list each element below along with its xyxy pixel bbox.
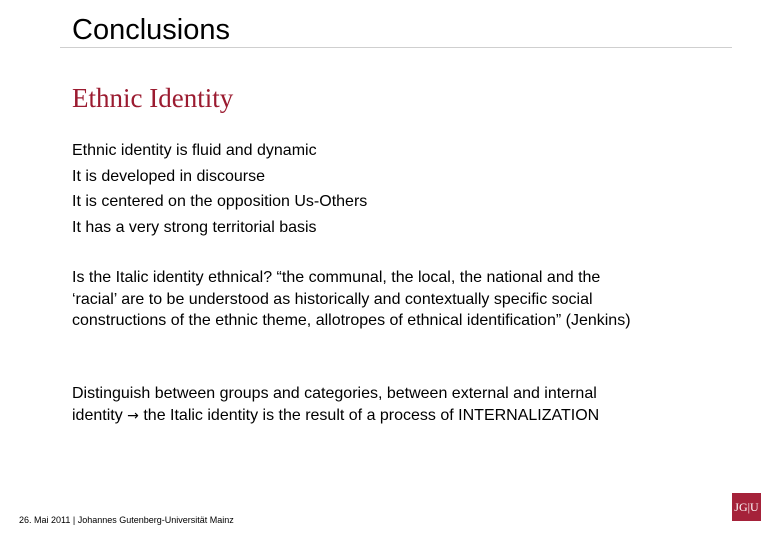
list-item: It is centered on the opposition Us-Others (72, 193, 368, 210)
paragraph-text: the Italic identity is the result of a process of INTERNALIZATION (143, 406, 600, 424)
paragraph-text: Distinguish between groups and categories, between external and internal identity (72, 385, 597, 424)
title-divider (60, 47, 732, 48)
arrow-right-icon: → (127, 407, 139, 424)
university-logo (732, 493, 761, 521)
logo-text: JG|U (734, 499, 759, 514)
list-item: It is developed in discourse (72, 167, 265, 185)
slide-subtitle: Ethnic Identity (72, 83, 234, 113)
jenkins-quote-paragraph: Is the Italic identity ethnical? “the communal, the local, the national and the ‘racial’ are to be understood as historically and contextually specific social constructions of the ethnic theme, allotropes of ethnical identification” (Jenkins) (72, 269, 631, 329)
internalization-paragraph (72, 383, 632, 427)
footer-text: 26. Mai 2011 | Johannes Gutenberg-Universität Mainz (19, 515, 234, 525)
key-points-list (72, 138, 632, 240)
list-item: It has a very strong territorial basis (72, 218, 317, 236)
slide-title: Conclusions (72, 14, 230, 46)
list-item: Ethnic identity is fluid and dynamic (72, 142, 317, 159)
